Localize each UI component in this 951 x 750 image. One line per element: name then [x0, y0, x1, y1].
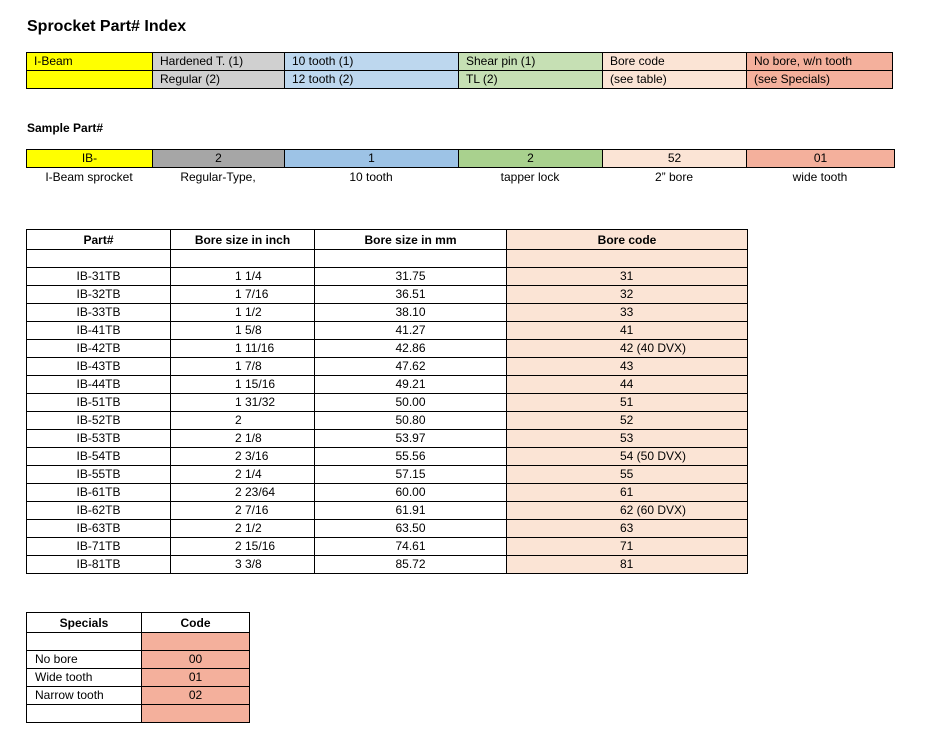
inch-cell: 1 7/8	[171, 358, 315, 376]
mm-cell: 61.91	[315, 502, 507, 520]
sample-captions-row	[26, 169, 894, 186]
legend-cell-ibeam	[27, 71, 153, 89]
col-header-code: Code	[142, 613, 250, 633]
sample-value: 1	[285, 150, 459, 168]
inch-cell: 1 5/8	[171, 322, 315, 340]
legend-row-2	[27, 71, 893, 89]
legend-cell-tooth: 10 tooth (1)	[285, 53, 459, 71]
inch-cell: 3 3/8	[171, 556, 315, 574]
sample-value: 52	[603, 150, 747, 168]
table-row	[27, 484, 748, 502]
table-row	[27, 250, 748, 268]
part-cell: IB-51TB	[27, 394, 171, 412]
special-code-cell	[142, 705, 250, 723]
table-row	[27, 376, 748, 394]
part-cell: IB-55TB	[27, 466, 171, 484]
legend-cell-lock: TL (2)	[459, 71, 603, 89]
table-row	[27, 322, 748, 340]
bore-code-table	[26, 229, 748, 574]
part-cell: IB-41TB	[27, 322, 171, 340]
table-row	[27, 705, 250, 723]
legend-cell-ibeam: I-Beam	[27, 53, 153, 71]
specials-table-header	[27, 613, 250, 633]
mm-cell: 74.61	[315, 538, 507, 556]
table-row	[27, 412, 748, 430]
mm-cell: 49.21	[315, 376, 507, 394]
sample-part-heading: Sample Part#	[27, 121, 104, 135]
sample-caption: Regular-Type,	[180, 170, 256, 184]
mm-cell: 31.75	[315, 268, 507, 286]
sample-caption: tapper lock	[500, 170, 560, 184]
sample-captions	[26, 169, 894, 186]
mm-cell: 53.97	[315, 430, 507, 448]
code-cell: 61	[507, 484, 748, 502]
part-legend	[26, 52, 893, 89]
mm-cell: 41.27	[315, 322, 507, 340]
inch-cell: 2 1/2	[171, 520, 315, 538]
inch-cell	[171, 250, 315, 268]
sample-value: 01	[747, 150, 895, 168]
part-cell: IB-53TB	[27, 430, 171, 448]
legend-cell-bore: Bore code	[603, 53, 747, 71]
code-cell: 55	[507, 466, 748, 484]
legend-cell-specials: (see Specials)	[747, 71, 893, 89]
code-cell: 52	[507, 412, 748, 430]
table-row	[27, 448, 748, 466]
part-cell: IB-81TB	[27, 556, 171, 574]
part-cell: IB-71TB	[27, 538, 171, 556]
code-cell: 53	[507, 430, 748, 448]
part-cell: IB-43TB	[27, 358, 171, 376]
mm-cell: 50.80	[315, 412, 507, 430]
part-cell: IB-42TB	[27, 340, 171, 358]
special-code-cell: 02	[142, 687, 250, 705]
mm-cell	[315, 250, 507, 268]
sample-values-row	[27, 150, 895, 168]
table-row	[27, 520, 748, 538]
mm-cell: 42.86	[315, 340, 507, 358]
code-cell: 51	[507, 394, 748, 412]
col-header-mm: Bore size in mm	[315, 230, 507, 250]
table-row	[27, 556, 748, 574]
special-code-cell: 01	[142, 669, 250, 687]
col-header-part: Part#	[27, 230, 171, 250]
code-cell: 32	[507, 286, 748, 304]
inch-cell: 2 1/4	[171, 466, 315, 484]
code-cell: 33	[507, 304, 748, 322]
legend-cell-lock: Shear pin (1)	[459, 53, 603, 71]
sample-part-bar	[26, 149, 895, 168]
inch-cell: 2 7/16	[171, 502, 315, 520]
special-name-cell	[27, 633, 142, 651]
table-row	[27, 430, 748, 448]
mm-cell: 47.62	[315, 358, 507, 376]
sample-caption: I-Beam sprocket	[45, 170, 133, 184]
legend-cell-type: Hardened T. (1)	[153, 53, 285, 71]
inch-cell: 2	[171, 412, 315, 430]
col-header-specials: Specials	[27, 613, 142, 633]
table-row	[27, 687, 250, 705]
inch-cell: 2 23/64	[171, 484, 315, 502]
page-title: Sprocket Part# Index	[27, 18, 187, 35]
table-row	[27, 669, 250, 687]
special-name-cell	[27, 705, 142, 723]
code-cell: 71	[507, 538, 748, 556]
inch-cell: 2 3/16	[171, 448, 315, 466]
mm-cell: 60.00	[315, 484, 507, 502]
table-row	[27, 268, 748, 286]
part-cell: IB-33TB	[27, 304, 171, 322]
code-cell: 62 (60 DVX)	[507, 502, 748, 520]
inch-cell: 1 31/32	[171, 394, 315, 412]
table-row	[27, 502, 748, 520]
table-row	[27, 466, 748, 484]
table-row	[27, 286, 748, 304]
inch-cell: 1 7/16	[171, 286, 315, 304]
table-row	[27, 394, 748, 412]
special-name-cell: Narrow tooth	[27, 687, 142, 705]
mm-cell: 85.72	[315, 556, 507, 574]
legend-cell-specials: No bore, w/n tooth	[747, 53, 893, 71]
special-name-cell: No bore	[27, 651, 142, 669]
part-cell: IB-63TB	[27, 520, 171, 538]
mm-cell: 57.15	[315, 466, 507, 484]
special-name-cell: Wide tooth	[27, 669, 142, 687]
special-code-cell	[142, 633, 250, 651]
inch-cell: 2 1/8	[171, 430, 315, 448]
mm-cell: 50.00	[315, 394, 507, 412]
inch-cell: 1 1/4	[171, 268, 315, 286]
table-row	[27, 304, 748, 322]
part-cell: IB-44TB	[27, 376, 171, 394]
col-header-inch: Bore size in inch	[171, 230, 315, 250]
table-row	[27, 633, 250, 651]
specials-table	[26, 612, 250, 723]
sample-value: 2	[153, 150, 285, 168]
legend-cell-tooth: 12 tooth (2)	[285, 71, 459, 89]
table-row	[27, 340, 748, 358]
code-cell: 63	[507, 520, 748, 538]
bore-table-header	[27, 230, 748, 250]
legend-cell-bore: (see table)	[603, 71, 747, 89]
part-cell	[27, 250, 171, 268]
sample-value: 2	[459, 150, 603, 168]
table-row	[27, 358, 748, 376]
code-cell: 41	[507, 322, 748, 340]
code-cell: 43	[507, 358, 748, 376]
mm-cell: 36.51	[315, 286, 507, 304]
inch-cell: 2 15/16	[171, 538, 315, 556]
mm-cell: 63.50	[315, 520, 507, 538]
inch-cell: 1 1/2	[171, 304, 315, 322]
code-cell: 81	[507, 556, 748, 574]
code-cell: 31	[507, 268, 748, 286]
code-cell: 54 (50 DVX)	[507, 448, 748, 466]
code-cell	[507, 250, 748, 268]
table-row	[27, 651, 250, 669]
sample-caption: wide tooth	[792, 170, 848, 184]
mm-cell: 38.10	[315, 304, 507, 322]
part-cell: IB-62TB	[27, 502, 171, 520]
sample-caption: 2” bore	[654, 170, 694, 184]
col-header-code: Bore code	[507, 230, 748, 250]
part-cell: IB-52TB	[27, 412, 171, 430]
legend-row-1	[27, 53, 893, 71]
mm-cell: 55.56	[315, 448, 507, 466]
code-cell: 44	[507, 376, 748, 394]
inch-cell: 1 11/16	[171, 340, 315, 358]
special-code-cell: 00	[142, 651, 250, 669]
code-cell: 42 (40 DVX)	[507, 340, 748, 358]
part-cell: IB-31TB	[27, 268, 171, 286]
part-cell: IB-54TB	[27, 448, 171, 466]
part-cell: IB-61TB	[27, 484, 171, 502]
part-cell: IB-32TB	[27, 286, 171, 304]
legend-cell-type: Regular (2)	[153, 71, 285, 89]
inch-cell: 1 15/16	[171, 376, 315, 394]
table-row	[27, 538, 748, 556]
sample-value: IB-	[27, 150, 153, 168]
sample-caption: 10 tooth	[349, 170, 393, 184]
